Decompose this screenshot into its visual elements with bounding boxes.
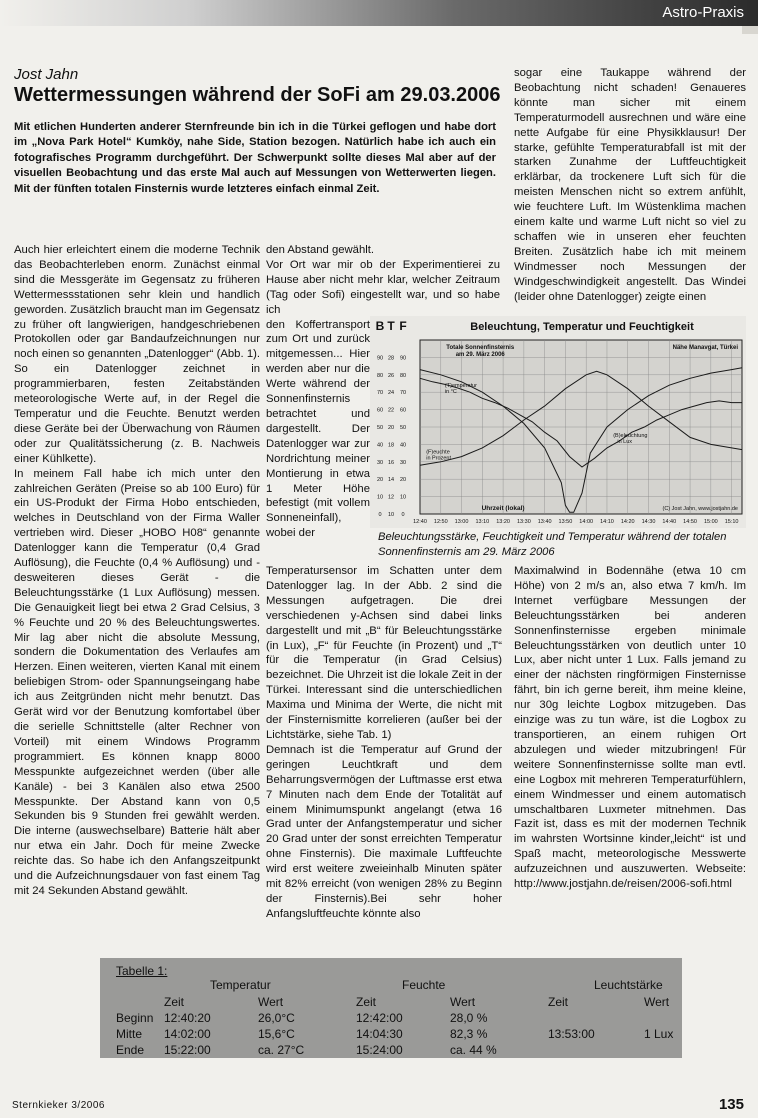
table-subheader: Zeit <box>164 995 185 1009</box>
table-cell: 15:22:00 <box>164 1043 211 1057</box>
tick-label-t: 24 <box>387 390 395 397</box>
tick-label-f: 80 <box>399 372 407 379</box>
body-paragraph: Temperatursensor im Schatten unter dem Datenlogger lag. In der Abb. 2 sind die Messungen aufgetragen. Die drei verschiedenen y-Achsen sind dabei links dargestellt und mit „B“ für Beleuchtungsstärke (in Lux), „F“ für Feuchte (in Prozent) und „T“ für die Temperatur (in Grad Celsius) bezeichnet. Die Uhrzeit ist die lokale Zeit in der Türkei. Interessant sind die unterschiedlichen Maxima und Minima der Werte, die nicht mit der Finsternismitte korrelieren (außer bei der Lichtstärke, siehe Tab. 1) <box>266 565 502 741</box>
tick-label-b: 30 <box>376 459 384 466</box>
tick-label-b: 60 <box>376 407 384 414</box>
lead-paragraph: Mit etlichen Hunderten anderer Sternfreunde bin ich in die Türkei geflogen und habe dort im „Nova Park Hotel“ Kumköy, nahe Side, Station bezogen. Natürlich habe ich auch ein fotografisches Programm durchgeführt. Der Schwerpunkt sollte dieses Mal aber auf der visuellen Beobachtung und das erste Mal auch auf Messungen von Wetterwerten liegen. Mit der fünften totalen Finsternis wurde letzteres einfach einmal Zeit. <box>14 121 496 195</box>
tick-label-t: 26 <box>387 372 395 379</box>
tick-label-x: 13:00 <box>454 519 469 525</box>
table-cell: 1 Lux <box>644 1027 674 1041</box>
chart-svg <box>370 316 746 528</box>
table-cell: 12:40:20 <box>164 1011 211 1025</box>
table-cell: 15,6°C <box>258 1027 295 1041</box>
body-paragraph: Demnach ist die Temperatur auf Grund der geringen Leuchtkraft und dem Beharrungsvermögen der Luftmasse erst etwa 7 Minuten nach dem Ende der Totalität auf einem Minimumspunkt angelangt (etwa 16 Grad unter der Anfangstemperatur und sicher 20 Grad unter der sonst erreichten Temperatur ohne Finsternis). Die maximale Luftfeuchte wird erst weitere zweieinhalb Minuten später mit 82% erreicht (von wenigen 28% zu Beginn der Finsternis).Bei sehr hoher Anfangsluftfeuchte könnte also <box>266 743 502 920</box>
table-cell: 14:04:30 <box>356 1027 403 1041</box>
figure-caption: Beleuchtungsstärke, Feuchtigkeit und Temperatur während der totalen Sonnenfinsternis am 29. März 2006 <box>378 531 727 558</box>
page-number: 135 <box>718 1096 744 1113</box>
article-title: Wettermessungen während der SoFi am 29.03.2006 <box>14 84 501 106</box>
table-cell: 28,0 % <box>450 1011 488 1025</box>
tick-label-x: 14:30 <box>641 519 656 525</box>
section-header-bar <box>0 0 758 26</box>
table-cell: 13:53:00 <box>548 1027 595 1041</box>
table-cell: ca. 27°C <box>258 1043 305 1057</box>
tick-label-b: 80 <box>376 372 384 379</box>
series-label-temperature-unit: in °C <box>444 388 457 395</box>
tick-label-x: 15:10 <box>724 519 739 525</box>
tick-label-f: 0 <box>401 512 405 518</box>
tick-label-x: 15:00 <box>703 519 718 525</box>
table-cell: 15:24:00 <box>356 1043 403 1057</box>
tick-label-b: 70 <box>376 390 384 397</box>
tick-label-t: 22 <box>387 407 395 414</box>
tick-label-f: 60 <box>399 407 407 414</box>
column-2-lower <box>266 564 502 922</box>
tick-label-f: 90 <box>399 355 407 362</box>
page-edge-strip <box>742 26 758 34</box>
table-subheader: Wert <box>450 995 476 1009</box>
column-3 <box>514 66 746 305</box>
table-row-label: Ende <box>116 1043 145 1057</box>
series-label-humidity: (F)euchte <box>426 449 450 456</box>
table-group-temperatur: Temperatur <box>210 978 271 992</box>
tick-label-x: 13:30 <box>516 519 531 525</box>
tick-label-f: 70 <box>399 390 407 397</box>
table-cell: 12:42:00 <box>356 1011 403 1025</box>
axis-letter-t: T <box>387 319 395 333</box>
tick-label-t: 16 <box>387 459 395 466</box>
axis-letter-b: B <box>375 319 385 333</box>
body-paragraph: sogar eine Taukappe während der Beobachtung nicht schaden! Genaueres könnte man sicher mit einem Temperaturmodell ausrechnen und wäre eine nette Aufgabe für eine Physikklausur! Der starke, gefühlte Temperaturabfall ist mit der starken Zunahme der Luftfeuchtigkeit erklärbar, da trockenere Luft sich für die meisten Menschen nicht so extrem anfühlt, wie feuchtere Luft. Im Wüstenklima machen einem kalte und warme Luft nicht so viel zu schaffen wie in unseren eher feuchten Breiten. Zusätzlich habe ich mit meinem Windmesser noch Messungen der Windgeschwindigkeit angestellt. Das Windei (leider ohne Datenlogger) zeigte einen <box>514 67 746 303</box>
author: Jost Jahn <box>14 66 79 83</box>
body-paragraph: Auch hier erleichtert einem die moderne Technik das Beobachterleben enorm. Zunächst einmal sind die Messgeräte im Gegensatz zu früheren Wettermessstationen sehr klein und handlich geworden. Zusätzlich braucht man im Gegensatz zu früher oft langwierigen, handgeschriebenen Protokollen oder gar Bandaufzeichnungen nur noch einen so genannten „Datenlogger“ (Abb. 1). So ein Datenlogger zeichnet in programmierbaren, festen Zeitabständen meteorologische Werte auf, in der Regel die Temperatur und die Feuchte. Benutzt werden diese Geräte bei der Überwachung von Räumen oder zur Qualitätssicherung (z. B. Nachweis einer Kühlkette). <box>14 244 260 465</box>
series-label-illumination: (B)eleuchtung <box>613 433 648 439</box>
tick-label-x: 13:40 <box>537 519 552 525</box>
tick-label-t: 12 <box>387 494 395 501</box>
series-label-humidity-unit: in Prozent <box>426 455 451 462</box>
body-paragraph: In meinem Fall habe ich mich unter den zahlreichen Geräten (Preise so ab 100 Euro) für ein US-Produkt der Firma Hobo entschieden, welches in Deutschland von der Firma Waller vertrieben wird. Dieser „HOBO H08“ genannte Datenlogger kann die Temperatur (0,4 Grad Auflösung), die Feuchte (0,4 % Auflösung) und - desweiteren dieses Gerät - die Beleuchtungsstärke (1 Lux Auflösung) messen. Die Genauigkeit liegt bei etwa 2 Grad Celsius, 3 % Feuchte und 20 % des Beleuchtungswertes. Mir lag aber nicht die absolute Messung, sondern die Dokumentation des Verlaufes am Herzen. Einen weiteren, vierten Kanal mit einem beliebigen Strom- oder Spannungseingang habe ich aus Zeitgründen nicht mehr benutzt. Das Gerät wird vor der Benutzung komfortabel über die serielle Schnittstelle (alter Rechner von Vorteil) mit einem Windows Programm programmiert. Es können knapp 8000 Messpunkte aufgezeichnet werden (über alle Kanäle) - bei 3 Kanälen also etwa 2500 Messpunkte. Der Abstand kann von 0,5 Sekunden bis 9 Stunden frei gewählt werden. Die interne (auswechselbare) Batterie hält aber nur etwa ein Jahr. Doch für meine Zwecke reichte das. So habe ich den Anfangszeitpunkt und die Aufzeichnungsdauer von fast einem Tag mit 24 Sekunden Abstand gewählt. <box>14 467 260 897</box>
table-row-label: Beginn <box>116 1011 154 1025</box>
tick-label-x: 14:20 <box>620 519 635 525</box>
tick-label-x: 12:50 <box>433 519 448 525</box>
table-subheader: Wert <box>258 995 284 1009</box>
table-cell: 14:02:00 <box>164 1027 211 1041</box>
tick-label-x: 14:40 <box>662 519 677 525</box>
table-subheader: Wert <box>644 995 670 1009</box>
tick-label-x: 14:10 <box>600 519 614 525</box>
table-caption: Tabelle 1: <box>116 964 168 978</box>
series-label-illumination-unit: in Lux <box>617 439 633 445</box>
tick-label-b: 20 <box>376 477 384 484</box>
tick-label-x: 12:40 <box>413 519 427 525</box>
table-group-feuchte: Feuchte <box>402 978 446 992</box>
tick-label-b: 90 <box>376 355 384 362</box>
table-subheader: Zeit <box>548 995 569 1009</box>
tick-label-b: 10 <box>376 494 384 501</box>
chart-title: Beleuchtung, Temperatur und Feuchtigkeit <box>470 321 694 333</box>
magazine-issue: Sternkieker 3/2006 <box>12 1100 105 1111</box>
x-axis-label: Uhrzeit (lokal) <box>481 505 525 512</box>
tick-label-b: 50 <box>376 425 384 431</box>
tick-label-t: 20 <box>387 425 395 431</box>
table-group-leuchtstaerke: Leuchtstärke <box>594 978 663 992</box>
table-subheader: Zeit <box>356 995 377 1009</box>
tick-label-f: 10 <box>399 494 407 501</box>
table-cell: 26,0°C <box>258 1011 295 1025</box>
tick-label-f: 30 <box>399 459 407 466</box>
tick-label-f: 20 <box>399 477 407 484</box>
tick-label-f: 50 <box>399 425 407 431</box>
column-1 <box>14 243 260 899</box>
body-paragraph: Maximalwind in Bodennähe (etwa 10 cm Höhe) von 2 m/s an, also etwa 7 km/h. Im Internet verfügbare Messungen der Beleuchtungsstärken bei anderen Sonnenfinsternisse ergeben minimale Beleuchtungsstärken von deutlich unter 10 Lux, aber nicht unter 1 Lux. Falls jemand zu einer der nächsten ringförmigen Finsternisse fährt, bin ich gerne bereit, ihm meine kleine, nur 30g leichte Logbox mitzugeben. Das einzige was zu tun wäre, ist die Logbox zu transportieren, an einem ruhigen Ort abzulegen und wieder mitzubringen! Für weitere Sonnenfinsternisse sollte man evtl. eine Logbox mit mehreren Temperaturfühlern, einem Windmesser und einem automatisch umschaltbaren Luxmeter mitnehmen. Das Fazit ist, dass es mit der modernen Technik im wahrsten Wortsinne kinder„leicht“ ist und Spaß macht, meteorologische Messwerte aufzuzeichnen und auszuwerten. Webseite: http://www.jostjahn.de/reisen/2006-sofi.html <box>514 565 746 891</box>
annotation-date: am 29. März 2006 <box>455 352 505 358</box>
tick-label-b: 0 <box>378 512 382 518</box>
annotation-location: Nähe Manavgat, Türkei <box>672 345 738 351</box>
tick-label-x: 13:50 <box>558 519 573 525</box>
body-paragraph: Vor Ort war mir ob der Experimentierei zu Hause aber nicht mehr klar, welcher Zeitraum (Tag oder Sofi) eingestellt war, und so habe ich <box>266 258 500 316</box>
tick-label-b: 40 <box>376 442 384 449</box>
table-row-label: Mitte <box>116 1027 143 1041</box>
tick-label-t: 18 <box>387 442 395 449</box>
tick-label-t: 14 <box>387 477 395 484</box>
tick-label-f: 40 <box>399 442 407 449</box>
tick-label-t: 10 <box>387 512 395 518</box>
tick-label-x: 13:20 <box>496 519 510 525</box>
tick-label-x: 14:00 <box>579 519 594 525</box>
tick-label-x: 13:10 <box>475 519 490 525</box>
section-label: Astro-Praxis <box>662 4 744 21</box>
chart-credit: (C) Jost Jahn, www.jostjahn.de <box>662 506 738 512</box>
figure-chart <box>370 316 746 528</box>
body-paragraph: den Abstand gewählt. <box>266 244 375 256</box>
table-cell: 82,3 % <box>450 1027 488 1041</box>
tick-label-t: 28 <box>387 355 395 362</box>
tick-label-x: 14:50 <box>683 519 697 525</box>
axis-letter-f: F <box>399 319 407 333</box>
table-cell: ca. 44 % <box>450 1043 497 1057</box>
series-label-temperature: (T)emperatur <box>444 382 478 389</box>
column-3-lower <box>514 564 746 892</box>
body-paragraph-narrow: den Koffertransport zum Ort und zurück mitgemessen... Hier werden aber nur die Werte während der Sonnenfinsternis betrachtet und dargestellt. Der Datenlogger war zur Nordrichtung meiner Montierung in etwa 1 Meter Höhe befestigt (mit vollem Sonneneinfall), wobei der <box>266 318 370 540</box>
data-table <box>100 958 682 1058</box>
annotation-event: Totale Sonnenfinsternis <box>446 345 515 351</box>
